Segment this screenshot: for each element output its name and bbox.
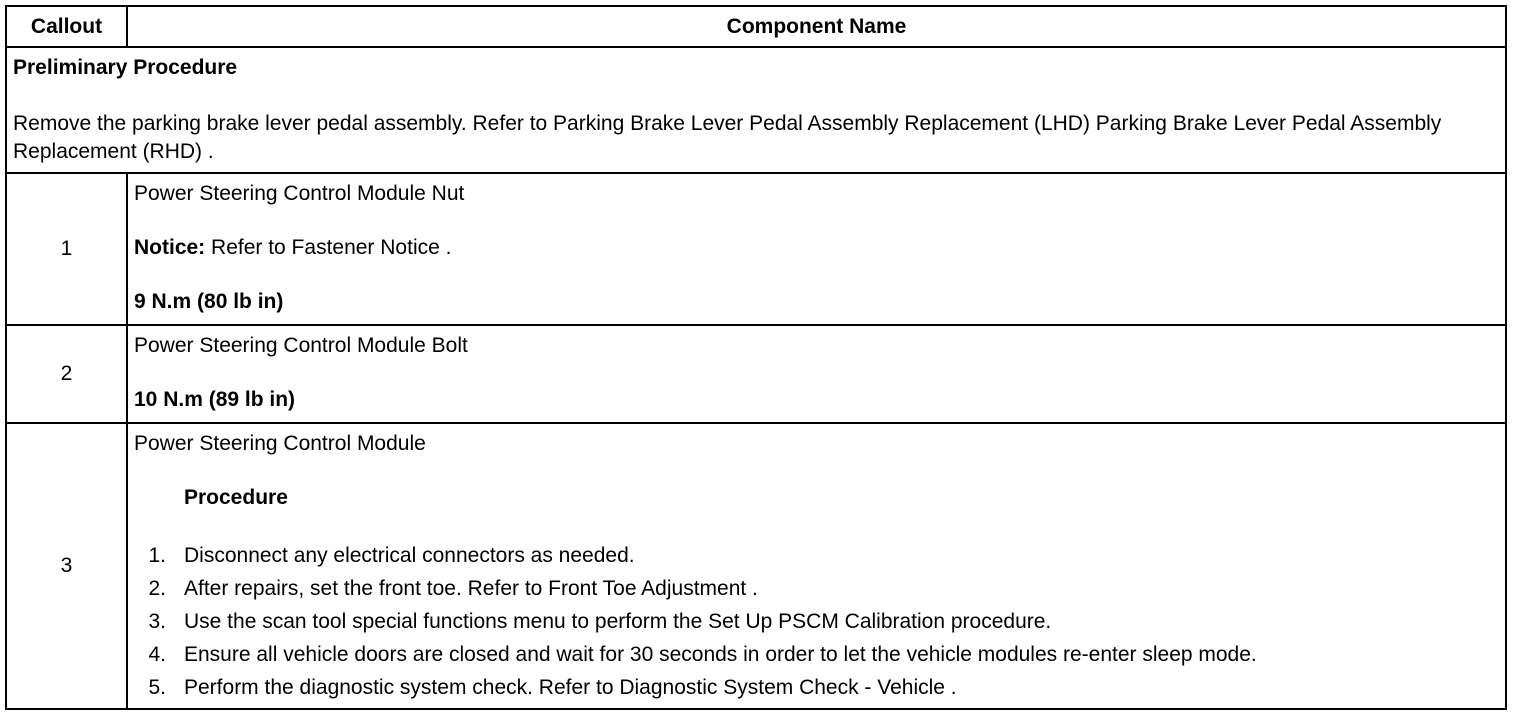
list-item: [134, 539, 1499, 572]
table-header-row: [6, 6, 1506, 47]
step-number: 3.: [148, 610, 166, 633]
torque-spec: 9 N.m (80 lb in): [134, 290, 284, 313]
callout-column-header: Callout: [6, 6, 127, 47]
callout-number: 1: [6, 173, 127, 325]
callout-number: 2: [6, 325, 127, 423]
list-item: [134, 605, 1499, 638]
torque-spec: 10 N.m (89 lb in): [134, 388, 296, 411]
step-text: Disconnect any electrical connectors as needed.: [184, 544, 635, 567]
step-number: 1.: [148, 544, 166, 567]
callout-number: 3: [6, 423, 127, 709]
component-cell: [127, 423, 1506, 709]
component-name-column-header: Component Name: [127, 6, 1506, 47]
component-table: [5, 5, 1507, 710]
preliminary-row: [6, 47, 1506, 173]
list-item: [134, 671, 1499, 704]
list-item: [134, 638, 1499, 671]
notice-text: Refer to Fastener Notice .: [205, 236, 452, 259]
preliminary-cell: [6, 47, 1506, 173]
step-number: 5.: [148, 676, 166, 699]
procedure-steps: [134, 539, 1499, 704]
table-row: [6, 325, 1506, 423]
list-item: [134, 572, 1499, 605]
table-row: [6, 423, 1506, 709]
component-cell: [127, 325, 1506, 423]
component-name: Power Steering Control Module Bolt: [134, 334, 468, 357]
component-name: Power Steering Control Module Nut: [134, 182, 465, 205]
component-cell: [127, 173, 1506, 325]
step-text: Use the scan tool special functions menu to perform the Set Up PSCM Calibration procedure.: [184, 610, 1052, 633]
step-text: After repairs, set the front toe. Refer to Front Toe Adjustment .: [184, 577, 758, 600]
step-number: 4.: [148, 643, 166, 666]
component-name: Power Steering Control Module: [134, 432, 426, 455]
notice: [134, 235, 1499, 261]
step-text: Ensure all vehicle doors are closed and wait for 30 seconds in order to let the vehicle modules re-enter sleep mode.: [184, 643, 1257, 666]
step-number: 2.: [148, 577, 166, 600]
preliminary-title: Preliminary Procedure: [13, 56, 238, 79]
step-text: Perform the diagnostic system check. Refer to Diagnostic System Check - Vehicle .: [184, 676, 957, 699]
preliminary-text: Remove the parking brake lever pedal assembly. Refer to Parking Brake Lever Pedal Assembly Replacement (LHD) Parking Brake Lever Pedal Assembly Replacement (RHD) .: [13, 112, 1442, 163]
table-row: [6, 173, 1506, 325]
notice-label: Notice:: [134, 236, 206, 259]
procedure-heading: Procedure: [184, 486, 288, 509]
